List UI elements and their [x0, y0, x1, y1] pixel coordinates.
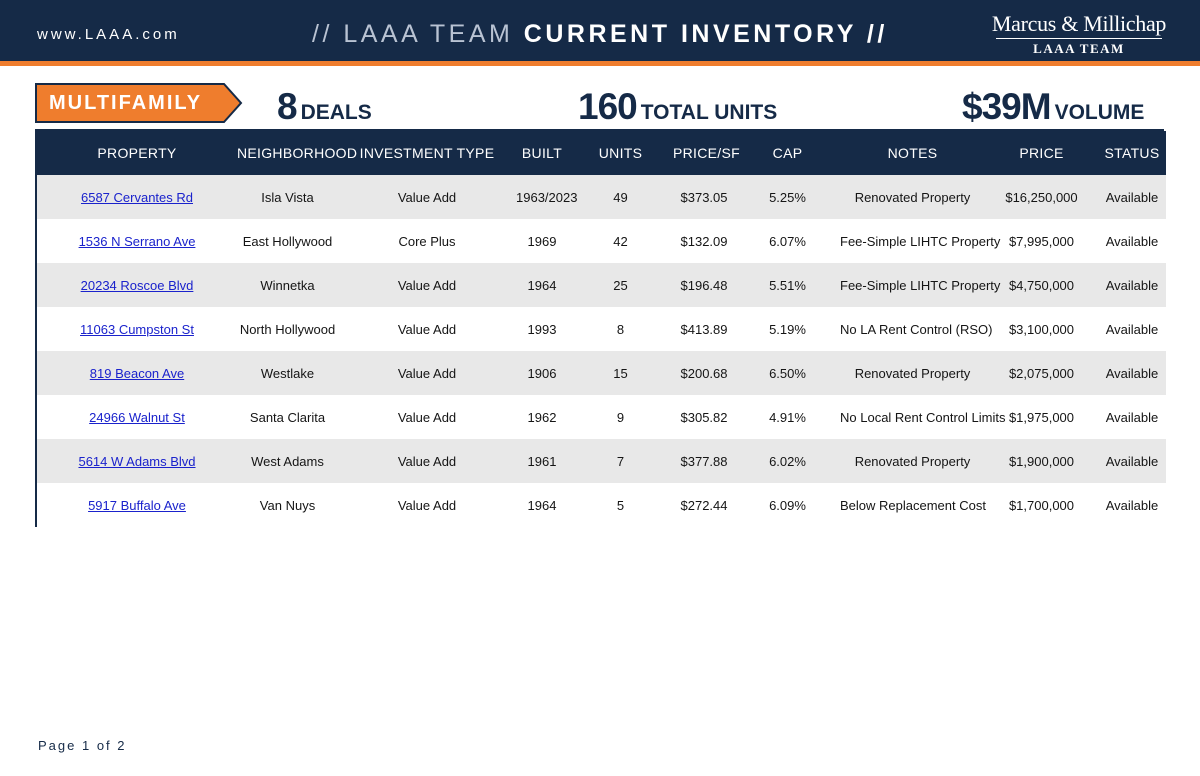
- cell-units: 8: [616, 321, 625, 337]
- property-link[interactable]: 819 Beacon Ave: [89, 365, 185, 381]
- cell-property: [37, 219, 237, 263]
- table-row: [37, 175, 1166, 219]
- cell-cap: 6.50%: [769, 365, 806, 381]
- cell-price: $1,700,000: [1008, 497, 1075, 513]
- cell-property: [37, 439, 237, 483]
- cell-status: Available: [1105, 321, 1159, 337]
- inventory-table: [37, 131, 1166, 527]
- brand-divider: [996, 38, 1162, 39]
- cell-units: 15: [613, 365, 628, 381]
- table-row: [37, 483, 1166, 527]
- cell-investment-type: Value Add: [397, 409, 457, 425]
- column-header-status: STATUS: [1104, 145, 1160, 161]
- cell-investment-type: Value Add: [397, 365, 457, 381]
- cell-notes: No Local Rent Control Limits: [840, 409, 1006, 425]
- cell-investment-type: Value Add: [397, 321, 457, 337]
- header-bar: [0, 0, 1200, 66]
- cell-status: Available: [1105, 365, 1159, 381]
- deals-label: DEALS: [300, 101, 372, 124]
- units-label: TOTAL UNITS: [640, 101, 778, 124]
- cell-units: 42: [613, 233, 628, 249]
- cell-price: $1,975,000: [1008, 409, 1075, 425]
- cell-neighborhood: Van Nuys: [259, 497, 316, 513]
- property-link[interactable]: 1536 N Serrano Ave: [78, 233, 196, 249]
- cell-price: $1,900,000: [1008, 453, 1075, 469]
- column-header-price-sf: PRICE/SF: [673, 145, 740, 161]
- cell-notes: Below Replacement Cost: [840, 497, 986, 513]
- cell-property: [37, 395, 237, 439]
- cell-notes: Fee-Simple LIHTC Property: [840, 233, 1001, 249]
- property-link[interactable]: 24966 Walnut St: [89, 409, 185, 425]
- property-link[interactable]: 5614 W Adams Blvd: [78, 453, 196, 469]
- units-count: 160: [578, 86, 637, 127]
- cell-cap: 6.07%: [769, 233, 806, 249]
- cell-neighborhood: Winnetka: [260, 277, 315, 293]
- brand-team: LAAA TEAM: [1033, 41, 1125, 56]
- table-row: [37, 351, 1166, 395]
- column-header-cap: CAP: [772, 145, 803, 161]
- cell-units: 7: [616, 453, 625, 469]
- cell-units: 9: [616, 409, 625, 425]
- cell-built: 1964: [527, 277, 557, 293]
- cell-notes: Renovated Property: [854, 453, 971, 469]
- page-indicator: Page 1 of 2: [38, 738, 127, 753]
- cell-status: Available: [1105, 453, 1159, 469]
- cell-cap: 5.25%: [769, 189, 806, 205]
- cell-units: 49: [613, 189, 628, 205]
- cell-price-per-sf: $305.82: [680, 409, 728, 425]
- volume-label: VOLUME: [1054, 101, 1145, 124]
- cell-notes: No LA Rent Control (RSO): [840, 321, 993, 337]
- column-header-property: PROPERTY: [97, 145, 177, 161]
- cell-investment-type: Value Add: [397, 189, 457, 205]
- property-link[interactable]: 11063 Cumpston St: [80, 321, 194, 337]
- category-tag: [35, 83, 243, 123]
- cell-built: 1969: [527, 233, 557, 249]
- cell-neighborhood: East Hollywood: [242, 233, 333, 249]
- table-row: [37, 439, 1166, 483]
- banner-title-main: CURRENT INVENTORY //: [523, 20, 888, 48]
- cell-neighborhood: West Adams: [251, 453, 324, 469]
- cell-status: Available: [1105, 233, 1159, 249]
- cell-price: $4,750,000: [1008, 277, 1075, 293]
- volume-amount: $39M: [962, 86, 1051, 127]
- cell-cap: 4.91%: [769, 409, 806, 425]
- cell-units: 5: [616, 497, 625, 513]
- cell-cap: 5.51%: [769, 277, 806, 293]
- cell-built: 1993: [527, 321, 557, 337]
- cell-cap: 6.09%: [769, 497, 806, 513]
- column-header-built: BUILT: [521, 145, 563, 161]
- property-link[interactable]: 6587 Cervantes Rd: [80, 189, 193, 205]
- cell-price: $7,995,000: [1008, 233, 1075, 249]
- cell-price-per-sf: $272.44: [680, 497, 728, 513]
- property-link[interactable]: 5917 Buffalo Ave: [88, 497, 186, 513]
- table-row: [37, 219, 1166, 263]
- cell-price-per-sf: $132.09: [680, 233, 728, 249]
- cell-property: [37, 263, 237, 307]
- site-url-link[interactable]: www.LAAA.com: [37, 26, 180, 43]
- cell-units: 25: [613, 277, 628, 293]
- deals-count: 8: [277, 86, 297, 127]
- cell-notes: Renovated Property: [854, 365, 971, 381]
- cell-price-per-sf: $413.89: [680, 321, 728, 337]
- cell-notes: Renovated Property: [854, 189, 971, 205]
- cell-cap: 5.19%: [769, 321, 806, 337]
- cell-price: $2,075,000: [1008, 365, 1075, 381]
- cell-property: [37, 483, 237, 527]
- banner-title: [312, 20, 892, 49]
- cell-investment-type: Value Add: [397, 277, 457, 293]
- table-row: [37, 307, 1166, 351]
- cell-price: $3,100,000: [1008, 321, 1075, 337]
- table-body: [37, 175, 1166, 527]
- banner-title-prefix: // LAAA TEAM: [312, 20, 514, 48]
- cell-built: 1906: [527, 365, 557, 381]
- cell-built: 1962: [527, 409, 557, 425]
- cell-neighborhood: Isla Vista: [261, 189, 314, 205]
- cell-investment-type: Value Add: [397, 497, 457, 513]
- column-header-units: UNITS: [598, 145, 643, 161]
- cell-price-per-sf: $196.48: [680, 277, 728, 293]
- units-stat: [578, 86, 777, 128]
- cell-notes: Fee-Simple LIHTC Property: [840, 277, 1001, 293]
- cell-neighborhood: Westlake: [260, 365, 315, 381]
- cell-built: 1961: [527, 453, 557, 469]
- cell-investment-type: Core Plus: [398, 233, 456, 249]
- cell-status: Available: [1105, 409, 1159, 425]
- brand-logo: [988, 12, 1170, 57]
- deals-stat: [277, 86, 372, 128]
- brand-name: Marcus & Millichap: [991, 11, 1167, 36]
- cell-investment-type: Value Add: [397, 453, 457, 469]
- cell-property: [37, 307, 237, 351]
- cell-price-per-sf: $200.68: [680, 365, 728, 381]
- table-row: [37, 263, 1166, 307]
- table-header-row: [37, 131, 1166, 175]
- cell-price-per-sf: $373.05: [680, 189, 728, 205]
- cell-neighborhood: Santa Clarita: [249, 409, 326, 425]
- cell-status: Available: [1105, 189, 1159, 205]
- table-row: [37, 395, 1166, 439]
- cell-status: Available: [1105, 277, 1159, 293]
- cell-price-per-sf: $377.88: [680, 453, 728, 469]
- cell-cap: 6.02%: [769, 453, 806, 469]
- column-header-investment-type: INVESTMENT TYPE: [359, 145, 495, 161]
- cell-property: [37, 351, 237, 395]
- inventory-table-container: [35, 129, 1164, 527]
- property-link[interactable]: 20234 Roscoe Blvd: [80, 277, 194, 293]
- column-header-neighborhood: NEIGHBORHOOD: [237, 145, 358, 161]
- column-header-price: PRICE: [1019, 145, 1064, 161]
- cell-price: $16,250,000: [1005, 189, 1078, 205]
- cell-property: [37, 175, 237, 219]
- cell-neighborhood: North Hollywood: [239, 321, 336, 337]
- cell-status: Available: [1105, 497, 1159, 513]
- cell-built: 1963/2023: [516, 189, 578, 205]
- cell-built: 1964: [527, 497, 557, 513]
- category-tag-label: MULTIFAMILY: [49, 92, 203, 114]
- volume-stat: [962, 86, 1144, 128]
- column-header-notes: NOTES: [887, 145, 938, 161]
